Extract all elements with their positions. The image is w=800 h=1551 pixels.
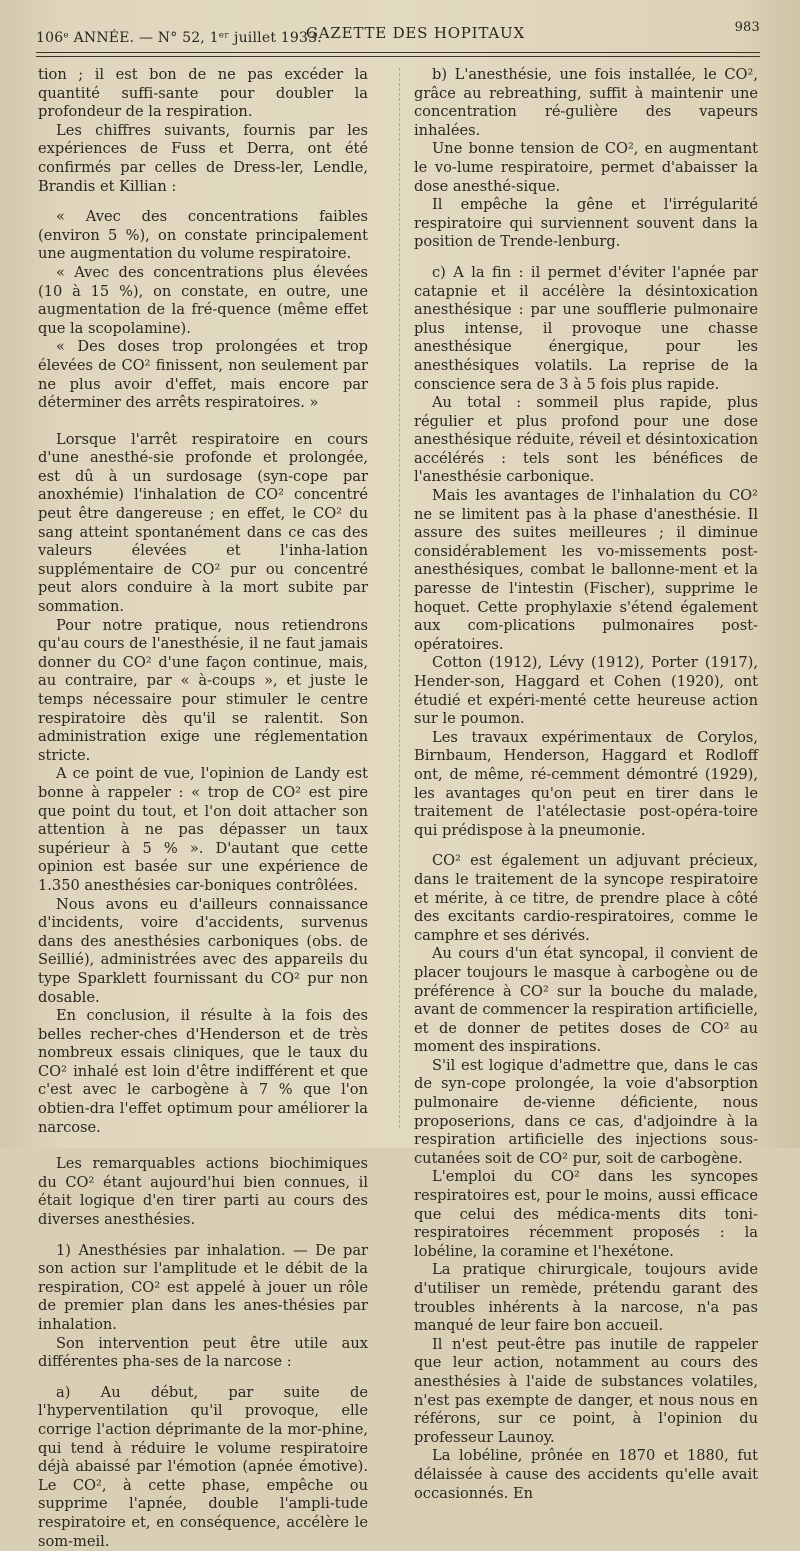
paragraph: La pratique chirurgicale, toujours avide d'utiliser un remède, prétendu garant des troubles inhérents à la narcose, n'a pas manqué de leur faire bon accueil.: [414, 1261, 758, 1335]
header-rule-thin: [36, 56, 760, 57]
paragraph: S'il est logique d'admettre que, dans le cas de syn-cope prolongée, la voie d'absorption pulmonaire de-vienne déficiente, nous proposerions, dans ce cas, d'adjoindre à la respiration artificielle des injections sous-cutanées soit de CO² pur, soit de carbogène.: [414, 1056, 758, 1167]
paragraph: La lobéline, prônée en 1870 et 1880, fut délaissée à cause des accidents qu'elle avait occasionnés. En: [414, 1447, 758, 1502]
paragraph: L'emploi du CO² dans les syncopes respiratoires est, pour le moins, aussi efficace que celui des médica-ments dits toni-respiratoires récemment proposés : la lobéline, la coramine et l'hexétone.: [414, 1168, 758, 1260]
journal-title: GAZETTE DES HOPITAUX: [306, 24, 525, 42]
left-column: [38, 66, 368, 1551]
paragraph: A ce point de vue, l'opinion de Landy est bonne à rappeler : « trop de CO² est pire que point du tout, et l'on doit attacher son attention à ne pas dépasser un taux supérieur à 5 % ». D'autant que cette opinion est basée sur une expérience de 1.350 anesthésies car-boniques contrôlées.: [38, 765, 368, 894]
paragraph: En conclusion, il résulte à la fois des belles recher-ches d'Henderson et de très nombreux essais cliniques, que le taux du CO² inhalé est loin d'être indifférent et que c'est avec le carbogène à 7 % que l'on obtien-dra l'effet optimum pour améliorer la narcose.: [38, 1007, 368, 1136]
paragraph: Les remarquables actions biochimiques du CO² étant aujourd'hui bien connues, il était logique d'en tirer parti au cours des diverses anesthésies.: [38, 1155, 368, 1229]
paragraph: Pour notre pratique, nous retiendrons qu'au cours de l'anesthésie, il ne faut jamais donner du CO² d'une façon continue, mais, au contraire, par « à-coups », et juste le temps nécessaire pour stimuler le centre respiratoire dès qu'il se ralentit. Son administration exige une réglementation stricte.: [38, 616, 368, 764]
column-divider: [399, 68, 400, 1128]
paragraph: Cotton (1912), Lévy (1912), Porter (1917), Hender-son, Haggard et Cohen (1920), ont étudié et expéri-menté cette heureuse action sur le poumon.: [414, 654, 758, 728]
page-number: 983: [734, 20, 760, 35]
paragraph: Son intervention peut être utile aux différentes pha-ses de la narcose :: [38, 1334, 368, 1371]
paragraph: Nous avons eu d'ailleurs connaissance d'incidents, voire d'accidents, survenus dans des anesthésies carboniques (obs. de Seillié), administrées avec des appareils du type Sparklett fournissant du CO² pur non dosable.: [38, 895, 368, 1006]
issue-line: 106ᵉ ANNÉE. — N° 52, 1ᵉʳ juillet 1933.: [36, 30, 322, 46]
quote-paragraph: « Avec des concentrations plus élevées (10 à 15 %), on constate, en outre, une augmentation de la fré-quence (même effet que la scopolamine).: [38, 263, 368, 337]
paragraph: Lorsque l'arrêt respiratoire en cours d'une anesthé-sie profonde et prolongée, est dû à un surdosage (syn-cope par anoxhémie) l'inhalation de CO² concentré peut être dangereuse ; en effet, le CO² du sang atteint spontanément dans ce cas des valeurs élevées et l'inha-lation supplémentaire de CO² pur ou concentré peut alors conduire à la mort subite par sommation.: [38, 430, 368, 616]
page-header: [36, 22, 760, 46]
right-column: [414, 66, 758, 1503]
paragraph: Au cours d'un état syncopal, il convient de placer toujours le masque à carbogène ou de préférence à CO² sur la bouche du malade, avant de commencer la respiration artificielle, et de donner de petites doses de CO² au moment des inspirations.: [414, 945, 758, 1056]
paragraph: tion ; il est bon de ne pas excéder la quantité suffi-sante pour doubler la profondeur de la respiration.: [38, 66, 368, 121]
paragraph: Mais les avantages de l'inhalation du CO² ne se limitent pas à la phase d'anesthésie. Il assure des suites meilleures ; il diminue considérablement les vo-missements post-anesthésiques, combat le ballonne-ment et la paresse de l'intestin (Fischer), supprime le hoquet. Cette prophylaxie s'étend également aux com-plications pulmonaires post-opératoires.: [414, 487, 758, 653]
header-rule: [36, 52, 760, 53]
paragraph: Les travaux expérimentaux de Corylos, Birnbaum, Henderson, Haggard et Rodloff ont, de même, ré-cemment démontré (1929), les avantages qu'on peut en tirer dans le traitement de l'atélectasie post-opéra-toire qui prédispose à la pneumonie.: [414, 728, 758, 839]
paragraph: Au total : sommeil plus rapide, plus régulier et plus profond pour une dose anesthésique réduite, réveil et désintoxication accélérés : tels sont les bénéfices de l'anesthésie carbonique.: [414, 394, 758, 486]
paragraph: b) L'anesthésie, une fois installée, le CO², grâce au rebreathing, suffit à maintenir une concentration ré-gulière des vapeurs inhalées.: [414, 66, 758, 139]
paragraph: a) Au début, par suite de l'hyperventilation qu'il provoque, elle corrige l'action déprimante de la mor-phine, qui tend à réduire le volume respiratoire déjà abaissé par l'émotion (apnée émotive). Le CO², à cette phase, empêche ou supprime l'apnée, double l'ampli-tude respiratoire et, en conséquence, accélère le som-meil.: [38, 1383, 368, 1550]
paragraph: Il n'est peut-être pas inutile de rappeler que leur action, notamment au cours des anesthésies à l'aide de substances volatiles, n'est pas exempte de danger, et nous nous en référons, sur ce point, à l'opinion du professeur Launoy.: [414, 1335, 758, 1446]
paragraph: Il empêche la gêne et l'irrégularité respiratoire qui surviennent souvent dans la position de Trende-lenburg.: [414, 196, 758, 251]
paragraph: CO² est également un adjuvant précieux, dans le traitement de la syncope respiratoire et mérite, à ce titre, de prendre place à côté des excitants cardio-respiratoires, comme le camphre et ses dérivés.: [414, 852, 758, 944]
section-paragraph: 1) Anesthésies par inhalation. — De par son action sur l'amplitude et le débit de la respiration, CO² est appelé à jouer un rôle de premier plan dans les anes-thésies par inhalation.: [38, 1241, 368, 1333]
paragraph: Une bonne tension de CO², en augmentant le vo-lume respiratoire, permet d'abaisser la dose anesthé-sique.: [414, 140, 758, 195]
paragraph: Les chiffres suivants, fournis par les expériences de Fuss et Derra, ont été confirmés par celles de Dress-ler, Lendle, Brandis et Killian :: [38, 121, 368, 195]
quote-paragraph: « Avec des concentrations faibles (environ 5 %), on constate principalement une augmentation du volume respiratoire.: [38, 208, 368, 263]
quote-paragraph: « Des doses trop prolongées et trop élevées de CO² finissent, non seulement par ne plus avoir d'effet, mais encore par déterminer des arrêts respiratoires. »: [38, 338, 368, 412]
paragraph: c) A la fin : il permet d'éviter l'apnée par catapnie et il accélère la désintoxication anesthésique : par une soufflerie pulmonaire plus intense, il provoque une chasse anesthésique énergique, pour les anesthésiques volatils. La reprise de la conscience sera de 3 à 5 fois plus rapide.: [414, 263, 758, 393]
